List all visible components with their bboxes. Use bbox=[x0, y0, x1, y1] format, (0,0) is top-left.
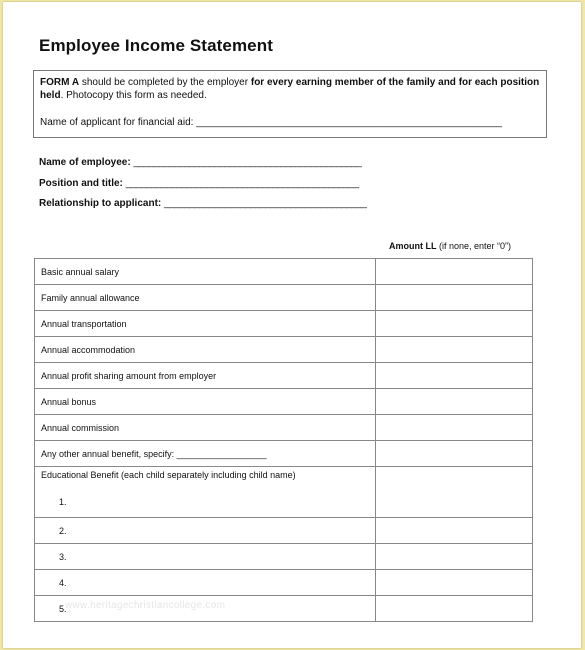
applicant-name-field[interactable] bbox=[40, 117, 540, 128]
other-benefit-specify[interactable]: specify: __________________ bbox=[141, 448, 267, 459]
child-number-5: 5. bbox=[35, 596, 376, 622]
amount-cell-other-benefit[interactable] bbox=[375, 441, 532, 467]
row-label-transportation: Annual transportation bbox=[35, 311, 376, 337]
amount-cell-profit-sharing[interactable] bbox=[375, 363, 532, 389]
table-row bbox=[35, 337, 533, 363]
amount-cell-child-5[interactable] bbox=[375, 596, 532, 622]
form-text-3: . Photocopy this form as needed. bbox=[60, 90, 207, 101]
amount-cell-transportation[interactable] bbox=[375, 311, 532, 337]
applicant-name-label: Name of applicant for financial aid: bbox=[40, 117, 197, 128]
employee-name-label: Name of employee: bbox=[39, 157, 134, 168]
employee-name-blank[interactable]: _____________________________________________ bbox=[133, 157, 362, 168]
applicant-name-blank[interactable]: _______________________________________________________ bbox=[196, 117, 503, 128]
other-benefit-label: Any other annual benefit, bbox=[41, 448, 142, 459]
amount-cell-bonus[interactable] bbox=[375, 389, 532, 415]
relationship-blank[interactable]: ________________________________________ bbox=[164, 198, 367, 209]
position-title-label: Position and title: bbox=[39, 178, 126, 189]
table-row bbox=[35, 570, 533, 596]
income-table bbox=[34, 258, 533, 622]
amount-cell-child-3[interactable] bbox=[375, 544, 532, 570]
table-row bbox=[35, 363, 533, 389]
amount-cell-commission[interactable] bbox=[375, 415, 532, 441]
table-row bbox=[35, 544, 533, 570]
table-row bbox=[35, 518, 533, 544]
amount-cell-family-allowance[interactable] bbox=[375, 285, 532, 311]
table-row bbox=[35, 259, 533, 285]
relationship-field[interactable] bbox=[39, 198, 366, 209]
form-text-1: should be completed by the employer bbox=[79, 77, 251, 88]
amount-cell-child-4[interactable] bbox=[375, 570, 532, 596]
child-number-3: 3. bbox=[35, 544, 376, 570]
amount-cell-basic-salary[interactable] bbox=[375, 259, 532, 285]
table-row bbox=[35, 285, 533, 311]
child-number-1: 1. bbox=[59, 497, 67, 507]
amount-header-label: Amount LL bbox=[389, 241, 437, 251]
amount-header-note: (if none, enter “0”) bbox=[436, 241, 512, 251]
row-label-commission: Annual commission bbox=[35, 415, 376, 441]
amount-cell-child-1[interactable] bbox=[375, 467, 532, 518]
document-page bbox=[3, 2, 581, 648]
amount-cell-accommodation[interactable] bbox=[375, 337, 532, 363]
watermark: www.heritagechristiancollege.com bbox=[65, 600, 226, 611]
table-row bbox=[35, 415, 533, 441]
amount-column-header bbox=[389, 241, 511, 251]
form-instructions-box bbox=[33, 70, 547, 138]
child-number-2: 2. bbox=[35, 518, 376, 544]
row-label-family-allowance: Family annual allowance bbox=[35, 285, 376, 311]
form-instructions-text bbox=[40, 76, 540, 102]
form-label: FORM A bbox=[40, 77, 80, 88]
row-label-educational-benefit bbox=[35, 467, 376, 518]
child-number-4: 4. bbox=[35, 570, 376, 596]
position-title-blank[interactable]: ______________________________________________ bbox=[125, 178, 359, 189]
table-row bbox=[35, 311, 533, 337]
table-row bbox=[35, 467, 533, 518]
table-row bbox=[35, 441, 533, 467]
row-label-profit-sharing: Annual profit sharing amount from employer bbox=[35, 363, 376, 389]
position-title-field[interactable] bbox=[39, 178, 359, 189]
educational-benefit-label: Educational Benefit (each child separately including child name) bbox=[41, 470, 296, 480]
row-label-bonus: Annual bonus bbox=[35, 389, 376, 415]
row-label-accommodation: Annual accommodation bbox=[35, 337, 376, 363]
form-text-2: for every earning member of the family and for each position held bbox=[40, 77, 540, 101]
relationship-label: Relationship to applicant: bbox=[39, 198, 165, 209]
table-row bbox=[35, 389, 533, 415]
page-title: Employee Income Statement bbox=[39, 36, 273, 55]
row-label-other-benefit bbox=[35, 441, 376, 467]
row-label-basic-salary: Basic annual salary bbox=[35, 259, 376, 285]
employee-name-field[interactable] bbox=[39, 157, 361, 168]
amount-cell-child-2[interactable] bbox=[375, 518, 532, 544]
